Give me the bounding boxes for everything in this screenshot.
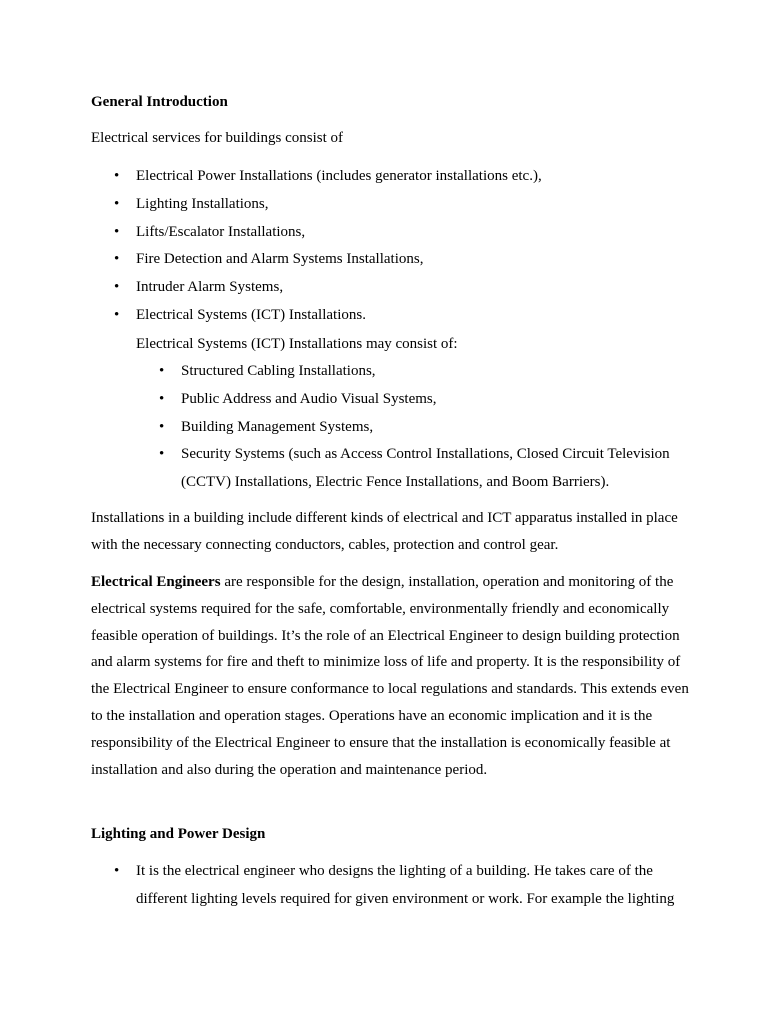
installations-paragraph: Installations in a building include different kinds of electrical and ICT apparatus installed in place with the necessary connecting conductors, cables, protection and control gear. [91, 510, 678, 553]
services-list [136, 163, 696, 330]
lighting-list [136, 858, 681, 914]
list-item: • Lifts/Escalator Installations, [136, 219, 696, 247]
ict-intro: Electrical Systems (ICT) Installations may consist of: [136, 336, 458, 352]
list-item: • Electrical Power Installations (includes generator installations etc.), [136, 163, 696, 191]
list-item: • Building Management Systems, [181, 414, 681, 442]
list-item: • Intruder Alarm Systems, [136, 274, 696, 302]
list-item: • Structured Cabling Installations, [181, 358, 681, 386]
list-item: • Lighting Installations, [136, 191, 696, 219]
intro-text: Electrical services for buildings consist of [91, 130, 344, 146]
heading-lighting-power-design: Lighting and Power Design [91, 826, 266, 842]
list-item: • Fire Detection and Alarm Systems Installations, [136, 246, 696, 274]
ict-list [181, 358, 681, 497]
engineers-paragraph [91, 569, 691, 783]
list-item: • It is the electrical engineer who designs the lighting of a building. He takes care of the different lighting levels required for given environment or work. For example the lighting [136, 858, 681, 914]
list-item: • Public Address and Audio Visual Systems, [181, 386, 681, 414]
list-item: • Security Systems (such as Access Control Installations, Closed Circuit Television (CCTV) Installations, Electric Fence Installations, and Boom Barriers). [181, 441, 681, 497]
engineers-lead: Electrical Engineers [91, 574, 221, 590]
heading-general-introduction: General Introduction [91, 94, 228, 110]
engineers-text: are responsible for the design, installation, operation and monitoring of the electrical systems required for the safe, comfortable, environmentally friendly and economically feasible operation of buildings. It’s the role of an Electrical Engineer to design building protection and alarm systems for fire and theft to minimize loss of life and property. It is the responsibility of the Electrical Engineer to ensure conformance to local regulations and standards. This extends even to the installation and operation stages. Operations have an economic implication and it is the responsibility of the Electrical Engineer to ensure that the installation is economically feasible at installation and also during the operation and maintenance period. [91, 574, 689, 778]
list-item: • Electrical Systems (ICT) Installations. [136, 302, 696, 330]
